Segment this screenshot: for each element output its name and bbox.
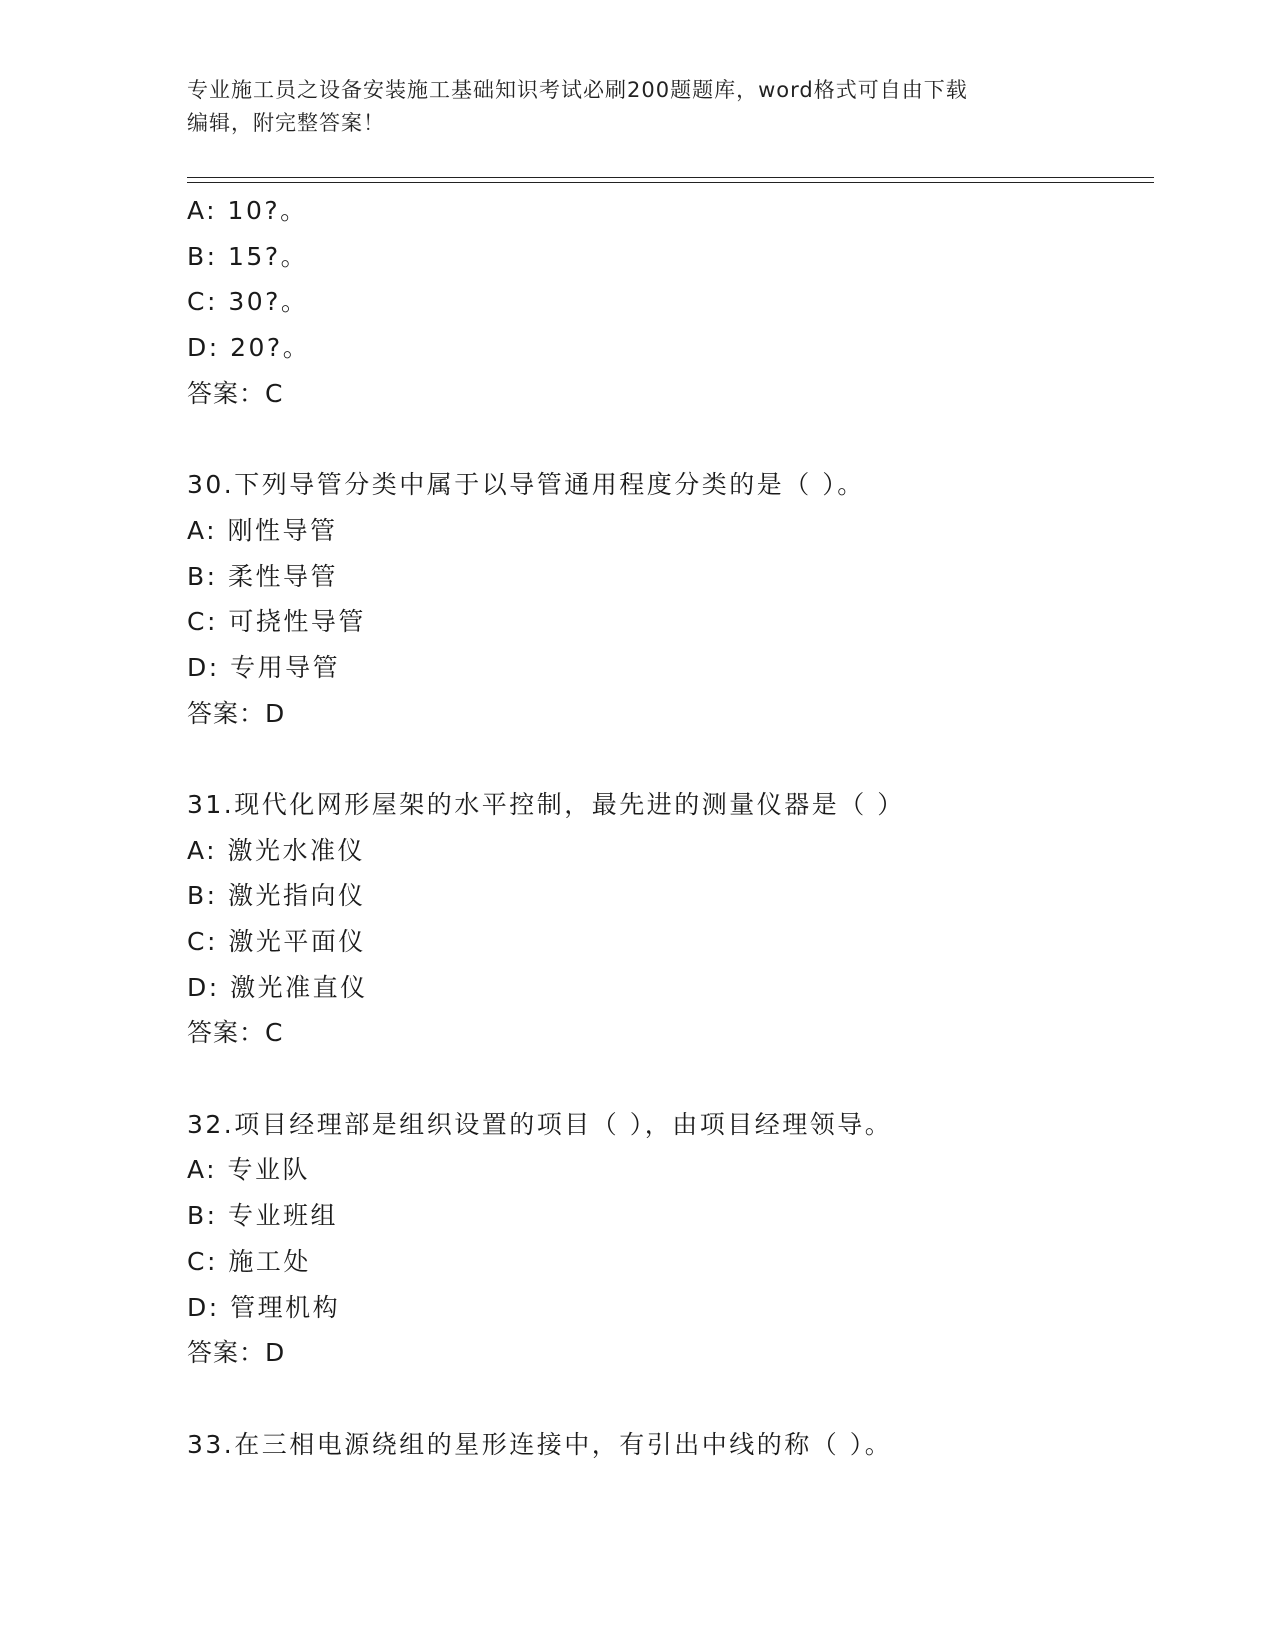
- option-text: C: 激光平面仪: [187, 927, 366, 956]
- option-text: D: 专用导管: [187, 652, 341, 682]
- header-divider-top: [187, 177, 1154, 178]
- option-text: D: 激光准直仪: [187, 972, 368, 1002]
- document-header: [187, 74, 1087, 140]
- option-text: C: 施工处: [187, 1246, 311, 1276]
- option-text: B: 15?。: [187, 241, 309, 271]
- answer-text: 答案：D: [187, 698, 286, 728]
- option-text: B: 专业班组: [187, 1201, 339, 1231]
- question-text: 31.现代化网形屋架的水平控制，最先进的测量仪器是（ ）: [187, 789, 905, 819]
- section-spacer: [187, 1056, 1147, 1102]
- option-text: D: 20?。: [187, 333, 311, 363]
- header-title-line1: 专业施工员之设备安装施工基础知识考试必刷200题题库，word格式可自由下载: [187, 78, 968, 102]
- section-spacer: [187, 736, 1147, 782]
- header-title-line2: 编辑，附完整答案！: [187, 111, 385, 135]
- option-text: C: 30?。: [187, 287, 309, 317]
- header-divider-bottom: [187, 182, 1154, 183]
- option-text: A: 刚性导管: [187, 515, 338, 545]
- option-text: A: 激光水准仪: [187, 835, 366, 865]
- question-text: 33.在三相电源绕组的星形连接中，有引出中线的称（ ）。: [187, 1429, 893, 1459]
- option-text: B: 激光指向仪: [187, 881, 366, 911]
- answer-text: 答案：D: [187, 1338, 286, 1368]
- option-text: A: 专业队: [187, 1155, 311, 1185]
- answer-text: 答案：C: [187, 1018, 284, 1048]
- section-spacer: [187, 1376, 1147, 1422]
- question-text: 32.项目经理部是组织设置的项目（ ），由项目经理领导。: [187, 1109, 893, 1139]
- question-text: 30.下列导管分类中属于以导管通用程度分类的是（ ）。: [187, 470, 865, 500]
- option-text: C: 可挠性导管: [187, 607, 366, 637]
- section-spacer: [187, 416, 1147, 462]
- question-list: [187, 188, 1147, 1467]
- option-text: D: 管理机构: [187, 1292, 341, 1322]
- option-text: B: 柔性导管: [187, 561, 339, 591]
- answer-text: 答案：C: [187, 378, 284, 408]
- option-text: A: 10?。: [187, 196, 308, 225]
